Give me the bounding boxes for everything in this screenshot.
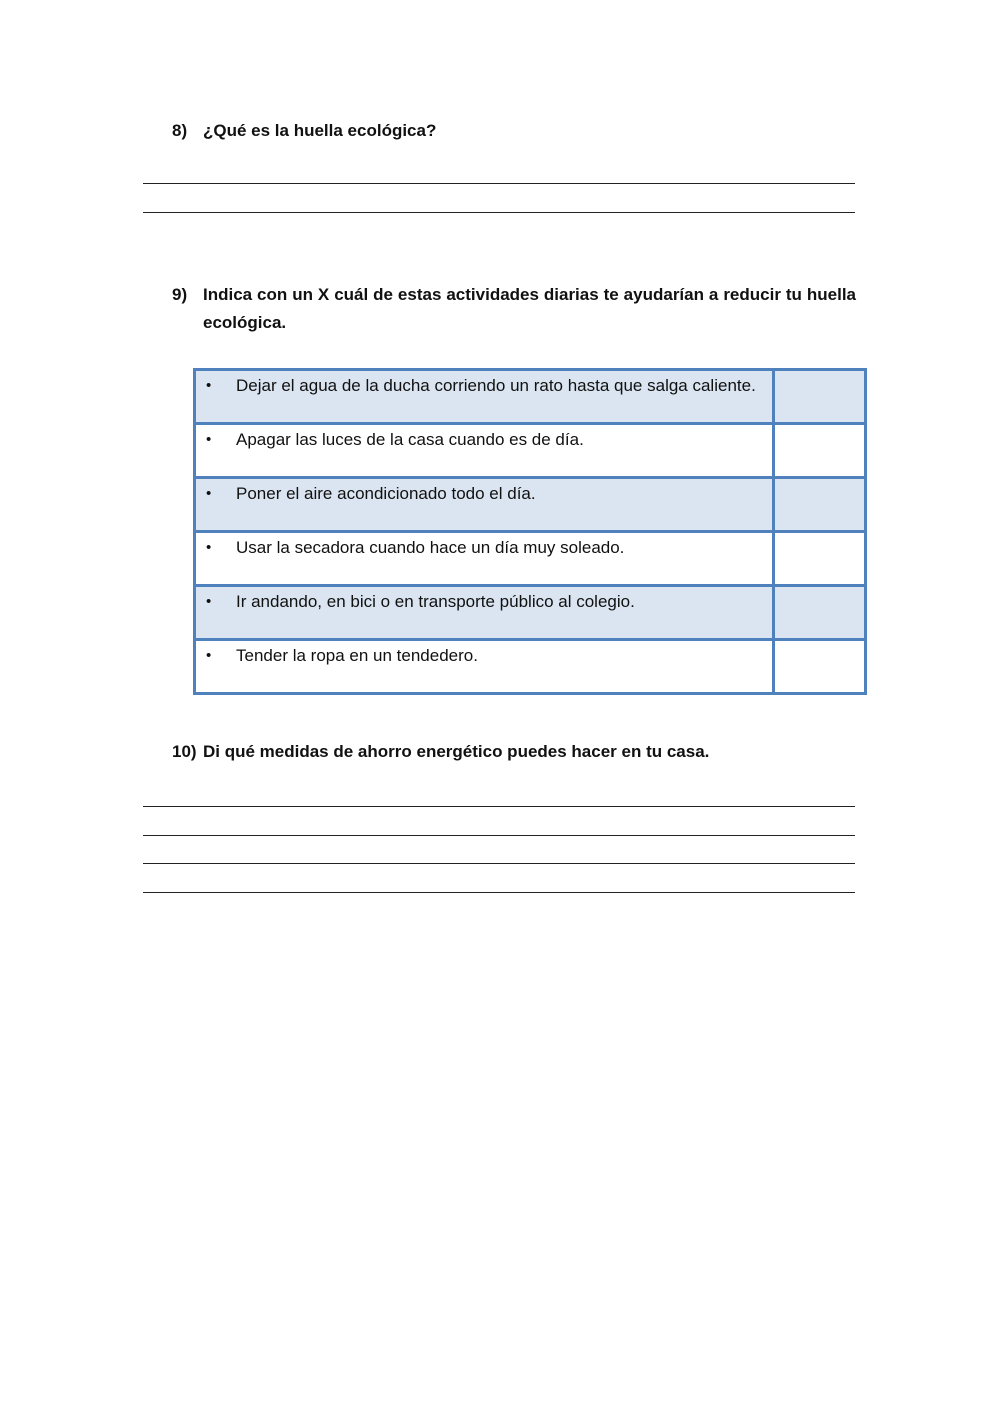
table-row	[195, 478, 866, 532]
activity-text: Dejar el agua de la ducha corriendo un rato hasta que salga caliente.	[236, 376, 756, 395]
activity-text: Apagar las luces de la casa cuando es de día.	[236, 430, 584, 449]
table-row	[195, 640, 866, 694]
answer-mark-cell[interactable]	[773, 424, 865, 478]
answer-mark-cell[interactable]	[773, 478, 865, 532]
question-10	[172, 738, 856, 766]
answer-mark-cell[interactable]	[773, 532, 865, 586]
bullet: •	[206, 647, 212, 664]
bullet: •	[206, 431, 212, 448]
question-8-text: ¿Qué es la huella ecológica?	[203, 121, 437, 140]
activity-text: Usar la secadora cuando hace un día muy soleado.	[236, 538, 625, 557]
activity-cell	[195, 370, 774, 424]
answer-mark-cell[interactable]	[773, 640, 865, 694]
question-9	[172, 281, 856, 337]
activity-cell	[195, 478, 774, 532]
table-row	[195, 532, 866, 586]
activity-text: Poner el aire acondicionado todo el día.	[236, 484, 536, 503]
activity-cell	[195, 532, 774, 586]
answer-line[interactable]	[143, 892, 855, 893]
table-row	[195, 424, 866, 478]
question-10-text: Di qué medidas de ahorro energético puedes hacer en tu casa.	[203, 742, 710, 761]
table-row	[195, 586, 866, 640]
answer-line[interactable]	[143, 806, 855, 807]
answer-mark-cell[interactable]	[773, 370, 865, 424]
activity-cell	[195, 586, 774, 640]
activity-cell	[195, 424, 774, 478]
question-8	[172, 117, 856, 145]
answer-line[interactable]	[143, 835, 855, 836]
bullet: •	[206, 485, 212, 502]
answer-line[interactable]	[143, 863, 855, 864]
answer-line[interactable]	[143, 212, 855, 213]
activity-cell	[195, 640, 774, 694]
bullet: •	[206, 593, 212, 610]
activities-table	[193, 368, 867, 695]
question-9-number: 9)	[172, 285, 188, 304]
question-9-text: Indica con un X cuál de estas actividades diarias te ayudarían a reducir tu huella ecológica.	[203, 285, 856, 332]
activity-text: Ir andando, en bici o en transporte público al colegio.	[236, 592, 635, 611]
question-10-number: 10)	[172, 742, 197, 761]
bullet: •	[206, 539, 212, 556]
table-row	[195, 370, 866, 424]
answer-line[interactable]	[143, 183, 855, 184]
activity-text: Tender la ropa en un tendedero.	[236, 646, 478, 665]
bullet: •	[206, 377, 212, 394]
question-8-number: 8)	[172, 121, 188, 140]
answer-mark-cell[interactable]	[773, 586, 865, 640]
